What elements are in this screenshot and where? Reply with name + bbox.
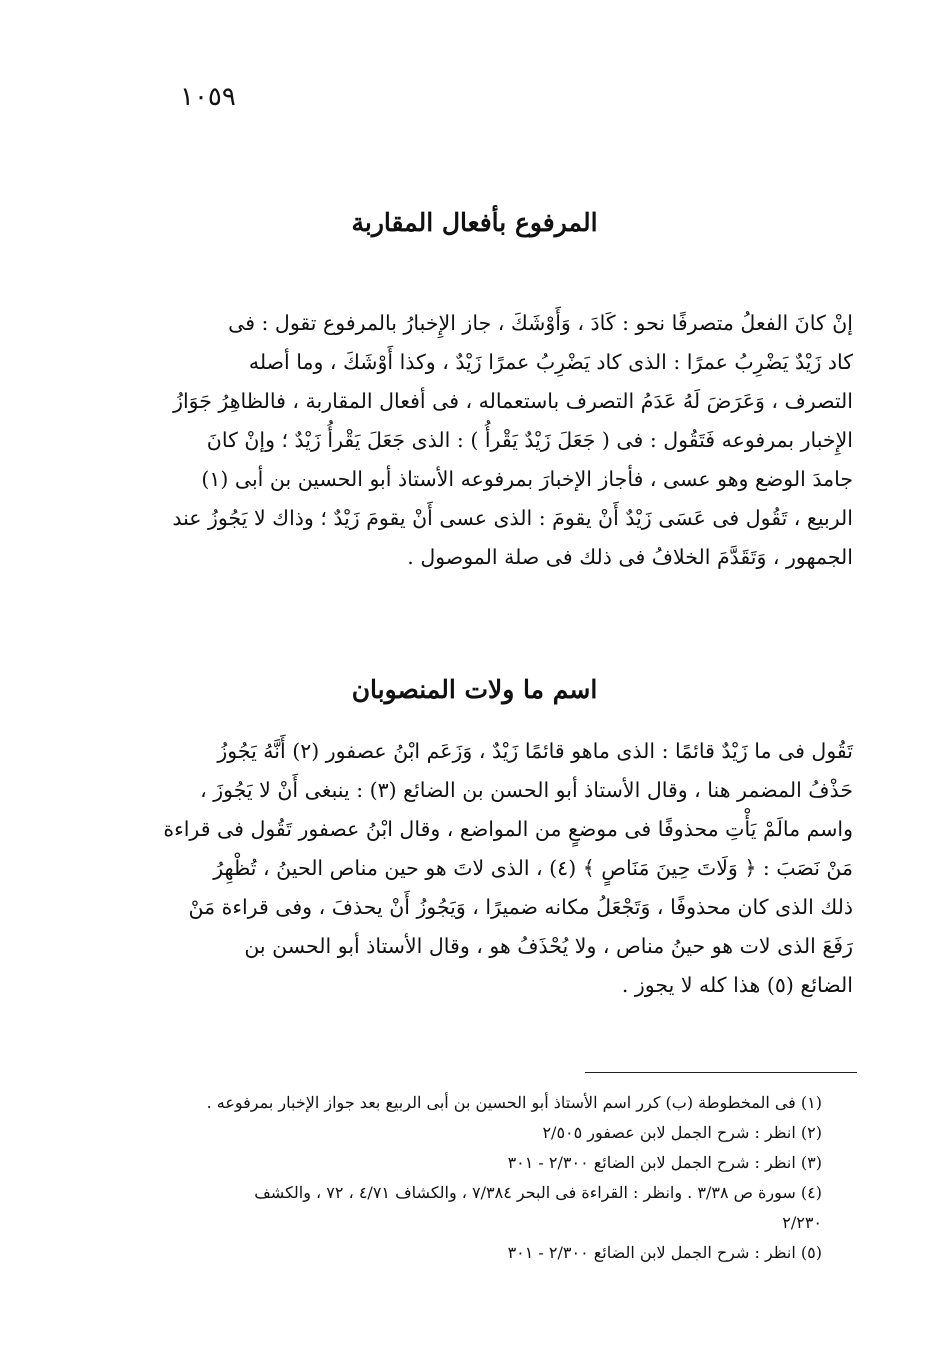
paragraph-line: ذلك الذى كان محذوفًا ، وَتَجْعَلُ مكانه ضميرًا ، وَيَجُوزُ أَنْ يحذفَ ، وفى قراءة مَنْ xyxy=(188,895,853,919)
footnote: (١) فى المخطوطة (ب) كرر اسم الأستاذ أبو الحسين بن أبى الربيع بعد جواز الإخبار بمرفوعه . xyxy=(206,1093,822,1112)
footnote: (٥) انظر : شرح الجمل لابن الضائع ٢/٣٠٠ - ٣٠١ xyxy=(507,1243,822,1262)
page-number: ١٠٥٩ xyxy=(180,82,236,112)
footnote: (٣) انظر : شرح الجمل لابن الضائع ٢/٣٠٠ - ٣٠١ xyxy=(507,1153,822,1172)
paragraph-line: الربيع ، تَقُول فى عَسَى زَيْدٌ أَنْ يقومَ : الذى عسى أَنْ يقومَ زَيْدٌ ؛ وذاك لا يَجُوزُ عند xyxy=(172,506,853,530)
footnote-divider xyxy=(585,1072,857,1073)
footnote-text: (٤) سورة ص ٣/٣٨ . وانظر : القراءة فى البحر ٧/٣٨٤ ، والكشاف ٤/٧١ ، ٧٢ ، والكشف xyxy=(254,1183,822,1202)
footnote: (٢) انظر : شرح الجمل لابن عصفور ٢/٥٠٥ xyxy=(542,1123,822,1142)
paragraph-line: الجمهور ، وَتَقَدَّمَ الخلافُ فى ذلك فى صلة الموصول . xyxy=(407,545,853,569)
paragraph-line: الضائع (٥) هذا كله لا يجوز . xyxy=(621,973,853,997)
section-2-paragraph xyxy=(148,732,853,1005)
paragraph-line: تَقُول فى ما زَيْدٌ قائمًا : الذى ماهو قائمًا زَيْدٌ ، وَزَعَم ابْنُ عصفور (٢) أَنَّهُ يَجُوزُ xyxy=(217,739,853,763)
footnotes xyxy=(160,1088,860,1268)
paragraph-line: واسم مالَمْ يَأْتِ محذوفًا فى موضعٍ من المواضع ، وقال ابْنُ عصفور تَقُول فى قراءة xyxy=(163,817,853,841)
paragraph-line: مَنْ نَصَبَ : ﴿ وَلَاتَ حِينَ مَنَاصٍ ﴾ (٤) ، الذى لاتَ هو حين مناص الحينُ ، تُظْهِرُ xyxy=(213,856,853,880)
section-2-heading: اسم ما ولات المنصوبان xyxy=(351,675,598,704)
footnote-continuation: ٢/٢٣٠ xyxy=(782,1213,822,1232)
section-1-paragraph xyxy=(148,304,853,577)
paragraph-line: رَفَعَ الذى لات هو حينُ مناص ، ولا يُحْذَفُ هو ، وقال الأستاذ أبو الحسن بن xyxy=(244,934,853,958)
paragraph-line: جامدَ الوضع وهو عسى ، فأجاز الإخبارَ بمرفوعه الأستاذ أبو الحسين بن أبى (١) xyxy=(201,467,853,491)
paragraph-line: حَذْفُ المضمر هنا ، وقال الأستاذ أبو الحسن بن الضائع (٣) : ينبغى أَنْ لا يَجُوزَ ، xyxy=(200,778,853,802)
paragraph-line: الإِخبار بمرفوعه فَتَقُول : فى ( جَعَلَ زَيْدٌ يَقْرأُ ) : الذى جَعَلَ يَقْرأُ زَيْدٌ ؛ وإنْ كانَ xyxy=(206,428,853,452)
paragraph-line: كاد زَيْدٌ يَضْرِبُ عمرًا : الذى كاد يَضْرِبُ عمرًا زَيْدٌ ، وكذا أَوْشَكَ ، وما أصله xyxy=(248,350,853,374)
footnote xyxy=(160,1178,860,1238)
paragraph-line: إنْ كانَ الفعلُ متصرفًا نحو : كَادَ ، وَأَوْشَكَ ، جاز الإِخبارُ بالمرفوع تقول : فى xyxy=(228,311,853,335)
section-1-heading: المرفوع بأفعال المقاربة xyxy=(351,208,598,237)
paragraph-line: التصرف ، وَعَرَضَ لَهُ عَدَمُ التصرف باستعماله ، فى أفعال المقاربة ، فالظاهِرُ جَوَازُ xyxy=(173,389,853,413)
